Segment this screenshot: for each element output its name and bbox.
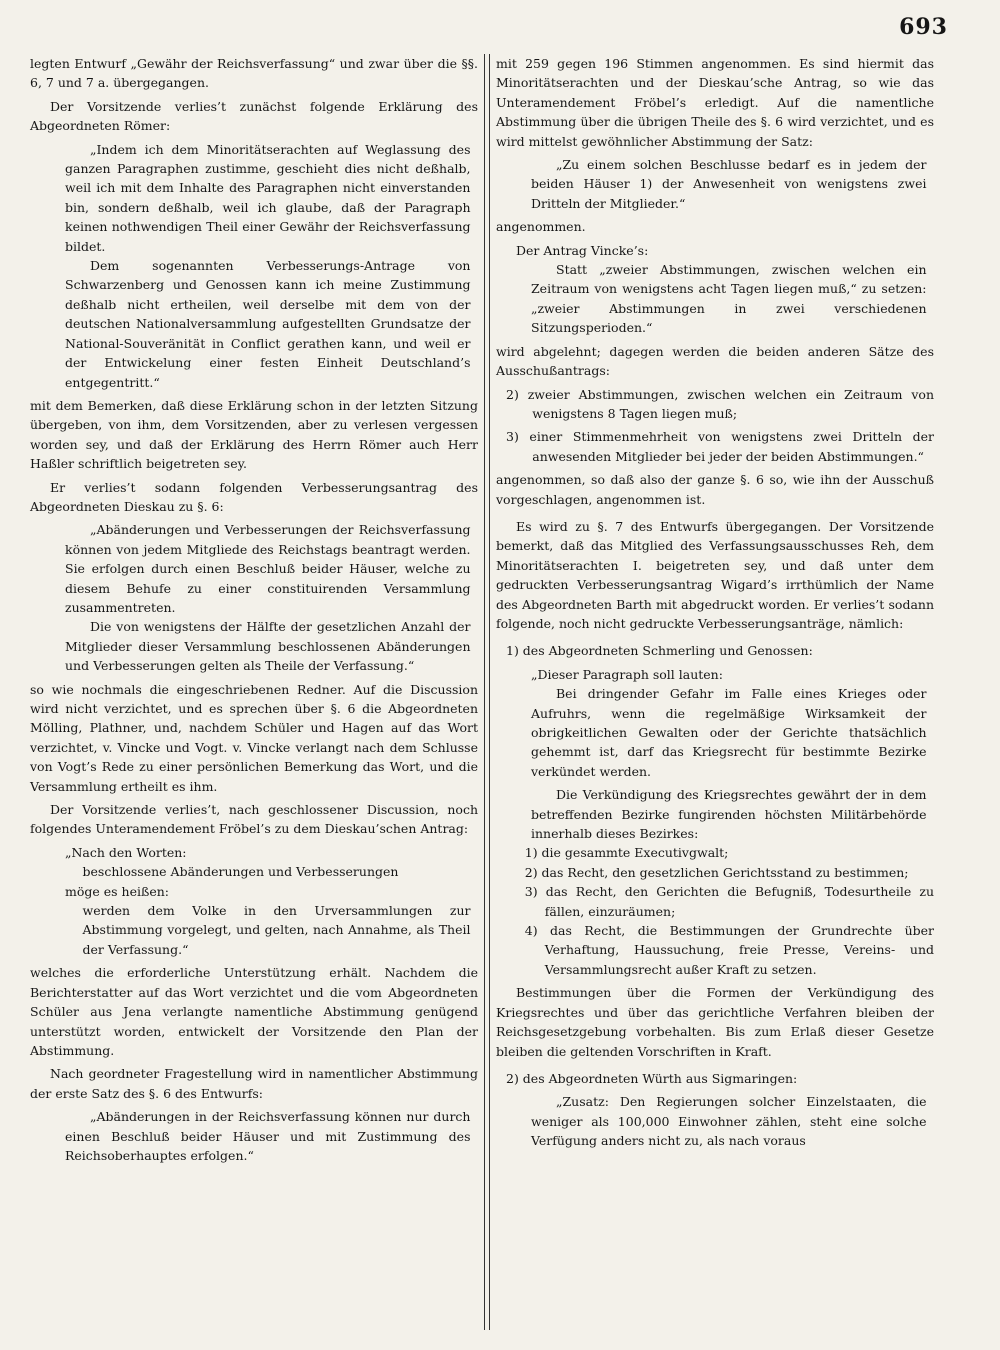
paragraph: Es wird zu §. 7 des Entwurfs übergegangen. Der Vorsitzende bemerkt, daß das Mitglied des Verfassungsausschusses Reh, dem Minoritätserachten I. beigetreten sey, und daß unter dem gedruckten Verbesserungsantrag Wigard’s irrthümlich der Name des Abgeordneten Barth mit abgedruckt worden. Er verlies’t sodann folgende, noch nicht gedruckte Verbesserungsanträge, nämlich: (496, 518, 934, 631)
list-item: 1) des Abgeordneten Schmerling und Genossen: (506, 643, 813, 659)
paragraph: so wie nochmals die eingeschriebenen Redner. Auf die Discussion wird nicht verzichtet, und es sprechen über §. 6 die Abgeordneten Mölling, Plathner, und, nachdem Schüler und Hagen auf das Wort verzichtet, v. Vincke und Vogt. v. Vincke verlangt nach dem Schlusse von Vogt’s Rede zu einer persönlichen Bemerkung das Wort, und die Versammlung ertheilt es ihm. (30, 681, 478, 794)
paragraph: Der Vorsitzende verlies’t, nach geschlossener Discussion, noch folgendes Unteramendement Fröbel’s zu dem Dieskau’schen Antrag: (30, 802, 478, 837)
list-item: 2) das Recht, den gesetzlichen Gerichtsstand zu bestimmen; (524, 864, 909, 880)
paragraph: angenommen. (496, 219, 586, 235)
list-item: 2) des Abgeordneten Würth aus Sigmaringen: (506, 1070, 798, 1086)
quote-paragraph: Bei dringender Gefahr im Falle eines Krieges oder Aufruhrs, wenn die regelmäßige Wirksamkeit der obrigkeitlichen Gewalten oder der Gerichte thatsächlich gehemmt ist, darf das Kriegsrecht für bestimmte Bezirke verkündet werden. (531, 686, 927, 779)
paragraph: Er verlies’t sodann folgenden Verbesserungsantrag des Abgeordneten Dieskau zu §. 6: (30, 479, 478, 514)
paragraph: mit dem Bemerken, daß diese Erklärung schon in der letzten Sitzung übergeben, von ihm, dem Vorsitzenden, aber zu verlesen vergessen worden sey, und daß der Erklärung des Herrn Römer auch Herr Haßler schriftlich beigetreten sey. (30, 397, 478, 472)
list-item: 3) das Recht, den Gerichten die Befugniß, Todesurtheile zu fällen, einzuräumen; (524, 884, 934, 919)
quote-paragraph: „Indem ich dem Minoritätserachten auf Weglassung des ganzen Paragraphen zustimme, geschieht dies nicht deßhalb, weil ich mit dem Inhalte des Paragraphen nicht einverstanden bin, sondern deßhalb, weil ich glaube, daß der Paragraph keinen nothwendigen Theil einer Gewähr der Reichsverfassung bildet. (65, 141, 471, 254)
list-item: 3) einer Stimmenmehrheit von wenigstens zwei Dritteln der anwesenden Mitglieder bei jeder der beiden Abstimmungen.“ (506, 429, 934, 464)
paragraph: Der Vorsitzende verlies’t zunächst folgende Erklärung des Abgeordneten Römer: (30, 98, 478, 134)
paragraph: Bestimmungen über die Formen der Verkündigung des Kriegsrechtes und über das gerichtliche Verfahren bleiben der Reichsgesetzgebung vorbehalten. Bis zum Erlaß dieser Gesetze bleiben die geltenden Vorschriften in Kraft. (496, 985, 934, 1059)
quote-paragraph: „Abänderungen und Verbesserungen der Reichsverfassung können von jedem Mitgliede des Reichstags beantragt werden. Sie erfolgen durch einen Beschluß beider Häuser, welche zu diesem Behufe zu einer constituirenden Versammlung zusammentreten. (65, 522, 471, 615)
paragraph: angenommen, so daß also der ganze §. 6 so, wie ihn der Ausschuß vorgeschlagen, angenommen ist. (496, 472, 934, 507)
quote-paragraph: „Zusatz: Den Regierungen solcher Einzelstaaten, die weniger als 100,000 Einwohner zählen, steht eine solche Verfügung anders nicht zu, als nach voraus (531, 1094, 927, 1149)
paragraph: welches die erforderliche Unterstützung erhält. Nachdem die Berichterstatter auf das Wort verzichtet und die vom Abgeordneten Schüler aus Jena verlangte namentliche Abstimmung genügend unterstützt worden, entwickelt der Vorsitzende den Plan der Abstimmung. (30, 965, 478, 1058)
quote-paragraph: „Abänderungen in der Reichsverfassung können nur durch einen Beschluß beider Häuser und mit Zustimmung des Reichsoberhauptes erfolgen.“ (65, 1109, 471, 1163)
quote-paragraph: möge es heißen: (65, 883, 169, 899)
list-item: 1) die gesammte Executivgwalt; (524, 845, 729, 861)
right-column (496, 54, 934, 1151)
quote-paragraph: werden dem Volke in den Urversammlungen zur Abstimmung vorgelegt, und gelten, nach Annahme, als Theil der Verfassung.“ (82, 903, 471, 957)
list-item: 4) das Recht, die Bestimmungen der Grundrechte über Verhaftung, Haussuchung, freie Presse, Vereins- und Versammlungsrecht außer Kraft zu setzen. (524, 923, 934, 977)
quote-paragraph: Die von wenigstens der Hälfte der gesetzlichen Anzahl der Mitglieder dieser Versammlung beschlossenen Abänderungen und Verbesserungen gelten als Theile der Verfassung.“ (65, 619, 471, 674)
quote-paragraph: Die Verkündigung des Kriegsrechtes gewährt der in dem betreffenden Bezirke fungirenden höchsten Militärbehörde innerhalb dieses Bezirkes: (531, 787, 927, 842)
left-column (30, 54, 478, 1165)
quote-paragraph: „Nach den Worten: (65, 844, 187, 860)
quote-paragraph: beschlossene Abänderungen und Verbesserungen (82, 864, 399, 880)
page-number: 693 (899, 14, 948, 40)
paragraph: Nach geordneter Fragestellung wird in namentlicher Abstimmung der erste Satz des §. 6 des Entwurfs: (30, 1066, 478, 1101)
paragraph: mit 259 gegen 196 Stimmen angenommen. Es sind hiermit das Minoritätserachten und der Dieskau’sche Antrag, so wie das Unteramendement Fröbel’s erledigt. Auf die namentliche Abstimmung über die übrigen Theile des §. 6 wird verzichtet, und es wird mittelst gewöhnlicher Abstimmung der Satz: (496, 56, 934, 149)
paragraph: Der Antrag Vincke’s: (516, 242, 649, 258)
quote-paragraph: Statt „zweier Abstimmungen, zwischen welchen ein Zeitraum von wenigstens acht Tagen liegen muß,“ zu setzen: „zweier Abstimmungen in zwei verschiedenen Sitzungsperioden.“ (531, 262, 927, 336)
paragraph: legten Entwurf „Gewähr der Reichsverfassung“ und zwar über die §§. 6, 7 und 7 a. übergegangen. (30, 56, 478, 91)
paragraph: wird abgelehnt; dagegen werden die beiden anderen Sätze des Ausschußantrags: (496, 343, 934, 379)
quote-paragraph: Dem sogenannten Verbesserungs-Antrage von Schwarzenberg und Genossen kann ich meine Zustimmung deßhalb nicht ertheilen, weil derselbe mit dem von der deutschen Nationalversammlung aufgestellten Grundsatze der National-Souveränität in Conflict gerathen kann, und weil er der Entwickelung einer festen Einheit Deutschland’s entgegentritt.“ (65, 258, 471, 390)
list-item: 2) zweier Abstimmungen, zwischen welchen ein Zeitraum von wenigstens 8 Tagen liegen muß; (506, 386, 934, 421)
column-divider (484, 54, 490, 1330)
quote-paragraph: „Dieser Paragraph soll lauten: (531, 666, 723, 682)
quote-paragraph: „Zu einem solchen Beschlusse bedarf es in jedem der beiden Häuser 1) der Anwesenheit von wenigstens zwei Dritteln der Mitglieder.“ (531, 157, 927, 211)
